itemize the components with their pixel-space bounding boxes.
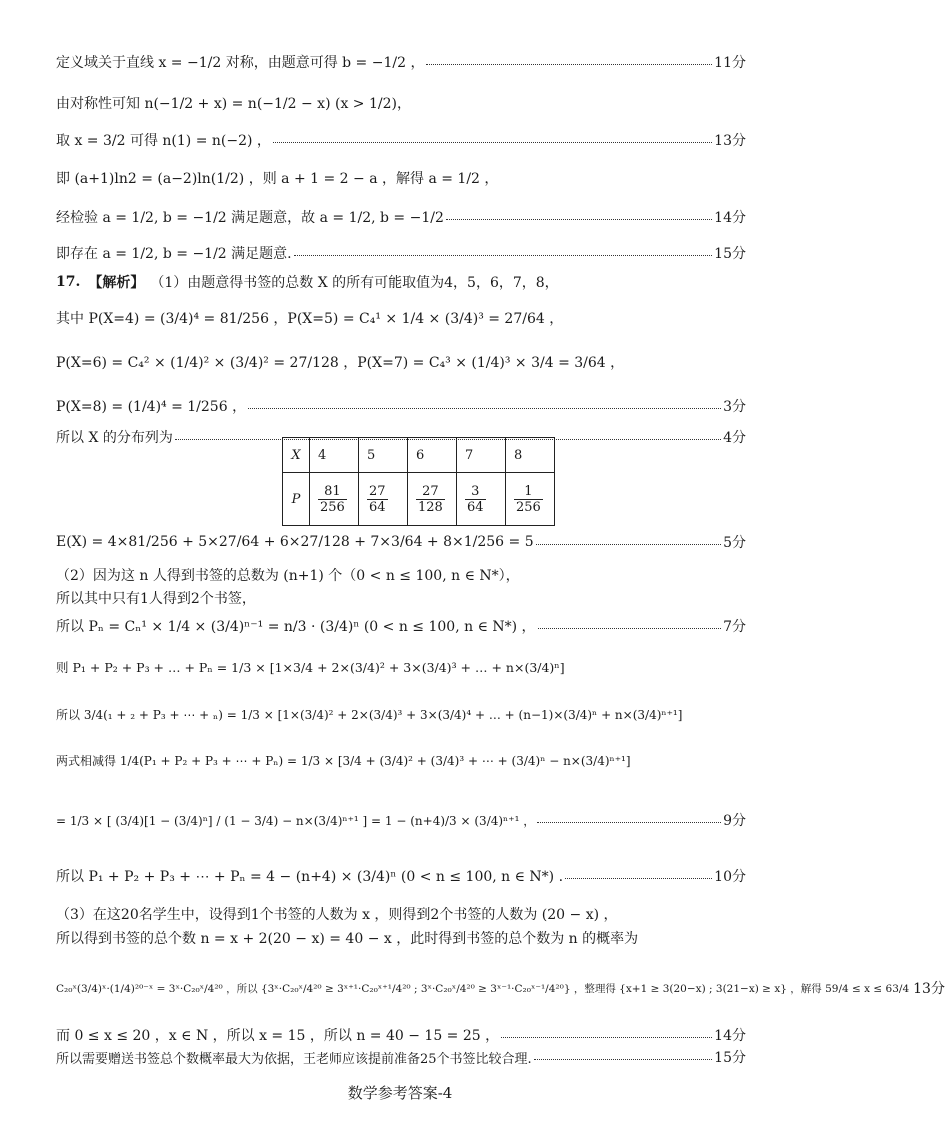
line-5 <box>56 207 746 227</box>
table-cell: 4 <box>310 438 359 473</box>
score-mark: 10分 <box>714 869 746 885</box>
leader-dots <box>536 544 721 545</box>
line-text: 由对称性可知 n(−1/2 + x) = n(−1/2 − x) (x > 1/2)， <box>56 96 411 112</box>
distribution-table <box>282 437 555 526</box>
line-text: E(X) = 4×81/256 + 5×27/64 + 6×27/128 + 7×3/64 + 8×1/256 = 5 <box>56 534 534 550</box>
score-mark: 15分 <box>714 1050 746 1066</box>
leader-dots <box>294 255 713 256</box>
denominator: 256 <box>516 499 541 515</box>
leader-dots <box>565 878 712 879</box>
table-cell: 7 <box>457 438 506 473</box>
table-header-x: X <box>283 438 310 473</box>
table-row-p <box>283 473 555 526</box>
line-text: = 1/3 × [ (3/4)[1 − (3/4)ⁿ] / (1 − 3/4) − n×(3/4)ⁿ⁺¹ ] = 1 − (n+4)/3 × (3/4)ⁿ⁺¹ ， <box>56 813 536 828</box>
table-cell: 6 <box>408 438 457 473</box>
line-text: 所以 P₁ + P₂ + P₃ + ⋯ + Pₙ = 4 − (n+4) × (3/4)ⁿ (0 < n ≤ 100, n ∈ N*) . <box>56 869 564 885</box>
line-4 <box>56 168 746 188</box>
score-mark: 3分 <box>723 399 746 415</box>
score-mark: 7分 <box>723 619 746 635</box>
score-mark: 15分 <box>714 246 746 262</box>
line-6 <box>56 243 746 263</box>
table-cell: 8 <box>506 438 555 473</box>
score-mark: 5分 <box>723 535 746 551</box>
numerator: 81 <box>318 484 347 500</box>
line-text: 两式相减得 1/4(P₁ + P₂ + P₃ + ⋯ + Pₙ) = 1/3 × [3/4 + (3/4)² + (3/4)³ + ⋯ + (3/4)ⁿ − n×(3/4)ⁿ⁺¹] <box>56 754 631 768</box>
line-13 <box>56 565 746 585</box>
leader-dots <box>537 822 721 823</box>
line-22 <box>56 928 746 948</box>
leader-dots <box>446 219 712 220</box>
table-cell <box>408 473 457 526</box>
line-text: （3）在这20名学生中，设得到1个书签的人数为 x ，则得到2个书签的人数为 (20 − x) ， <box>56 907 618 923</box>
line-7 <box>56 272 746 292</box>
denominator: 64 <box>369 499 386 515</box>
numerator: 27 <box>416 484 445 500</box>
line-14 <box>56 588 746 608</box>
line-9 <box>56 352 746 372</box>
line-19 <box>56 810 746 830</box>
leader-dots <box>501 1037 712 1038</box>
table-cell: 5 <box>359 438 408 473</box>
line-3 <box>56 130 746 150</box>
line-text: （2）因为这 n 人得到书签的总数为 (n+1) 个（0 < n ≤ 100, n ∈ N*）， <box>56 568 520 584</box>
numerator: 1 <box>514 484 543 500</box>
line-text: 其中 P(X=4) = (3/4)⁴ = 81/256 ，P(X=5) = C₄¹ × 1/4 × (3/4)³ = 27/64 ， <box>56 311 564 327</box>
leader-dots <box>273 142 712 143</box>
line-text: 经检验 a = 1/2, b = −1/2 满足题意，故 a = 1/2, b = −1/2 <box>56 210 444 226</box>
page-footer: 数学参考答案-4 <box>347 1084 453 1102</box>
table-cell <box>457 473 506 526</box>
line-text: 即存在 a = 1/2, b = −1/2 满足题意. <box>56 246 292 262</box>
numerator: 3 <box>465 484 486 500</box>
line-25 <box>56 1047 746 1067</box>
line-18 <box>56 752 746 769</box>
leader-dots <box>534 1059 712 1060</box>
leader-dots <box>248 408 721 409</box>
line-text: 所以需要赠送书签总个数概率最大为依据，王老师应该提前准备25个书签比较合理. <box>56 1051 532 1067</box>
line-17 <box>56 706 746 723</box>
score-mark: 13分 <box>913 981 945 997</box>
line-23 <box>56 978 945 998</box>
table-cell <box>359 473 408 526</box>
line-text: 所以 Pₙ = Cₙ¹ × 1/4 × (3/4)ⁿ⁻¹ = n/3 · (3/4)ⁿ (0 < n ≤ 100, n ∈ N*) ， <box>56 619 536 635</box>
score-mark: 14分 <box>714 1028 746 1044</box>
denominator: 64 <box>467 499 484 515</box>
line-text: C₂₀ˣ(3/4)ˣ·(1/4)²⁰⁻ˣ = 3ˣ·C₂₀ˣ/4²⁰ ，所以 {3ˣ·C₂₀ˣ/4²⁰ ≥ 3ˣ⁺¹·C₂₀ˣ⁺¹/4²⁰ ; 3ˣ·C₂₀ˣ/4²⁰ ≥ 3ˣ⁻¹·C₂₀ˣ⁻¹/4²⁰} ，整理得 {x+1 ≥ 3(20−x) ; 3(21−x) ≥ x} ，解得 59/4 ≤ x ≤ 63/4 <box>56 982 910 995</box>
leader-dots <box>538 628 722 629</box>
line-text: 所以得到书签的总个数 n = x + 2(20 − x) = 40 − x ，此时得到书签的总个数为 n 的概率为 <box>56 931 639 947</box>
table-header-p: P <box>283 473 310 526</box>
line-20 <box>56 866 746 886</box>
line-12 <box>56 532 746 552</box>
line-text: 则 P₁ + P₂ + P₃ + … + Pₙ = 1/3 × [1×3/4 + 2×(3/4)² + 3×(3/4)³ + … + n×(3/4)ⁿ] <box>56 660 565 675</box>
table-cell <box>506 473 555 526</box>
line-24 <box>56 1025 746 1045</box>
line-text: 所以其中只有1人得到2个书签， <box>56 591 256 607</box>
analysis-label: 【解析】 <box>88 275 145 291</box>
line-text: 即 (a+1)ln2 = (a−2)ln(1/2) ，则 a + 1 = 2 − a ，解得 a = 1/2 ， <box>56 171 499 187</box>
table-row-x <box>283 438 555 473</box>
line-15 <box>56 616 746 636</box>
denominator: 128 <box>418 499 443 515</box>
score-mark: 4分 <box>723 430 746 446</box>
line-text: 取 x = 3/2 可得 n(1) = n(−2) ， <box>56 133 271 149</box>
problem-number: 17. <box>56 274 81 290</box>
line-8 <box>56 308 746 328</box>
numerator: 27 <box>369 483 386 499</box>
line-21 <box>56 904 746 924</box>
line-16 <box>56 658 746 676</box>
table-cell <box>310 473 359 526</box>
line-text: 所以 X 的分布列为 <box>56 430 173 446</box>
line-text: P(X=8) = (1/4)⁴ = 1/256 ， <box>56 399 247 415</box>
line-text: P(X=6) = C₄² × (1/4)² × (3/4)² = 27/128 ，P(X=7) = C₄³ × (1/4)³ × 3/4 = 3/64 ， <box>56 355 625 371</box>
line-10 <box>56 396 746 416</box>
score-mark: 13分 <box>714 133 746 149</box>
score-mark: 14分 <box>714 210 746 226</box>
line-text: 定义域关于直线 x = −1/2 对称，由题意可得 b = −1/2 ， <box>56 55 425 71</box>
line-text: 而 0 ≤ x ≤ 20 ，x ∈ N ，所以 x = 15 ，所以 n = 40 − 15 = 25 ， <box>56 1028 500 1044</box>
line-2 <box>56 93 746 113</box>
score-mark: 9分 <box>723 813 746 829</box>
score-mark: 11分 <box>714 55 746 71</box>
line-text: 所以 3/4(₁ + ₂ + P₃ + ⋯ + ₙ) = 1/3 × [1×(3/4)² + 2×(3/4)³ + 3×(3/4)⁴ + … + (n−1)×(3/4)ⁿ + n×(3/4)ⁿ⁺¹] <box>56 708 683 722</box>
line-text: （1）由题意得书签的总数 X 的所有可能取值为4，5，6，7，8， <box>150 275 559 291</box>
denominator: 256 <box>320 499 345 515</box>
leader-dots <box>426 64 712 65</box>
line-1 <box>56 52 746 72</box>
